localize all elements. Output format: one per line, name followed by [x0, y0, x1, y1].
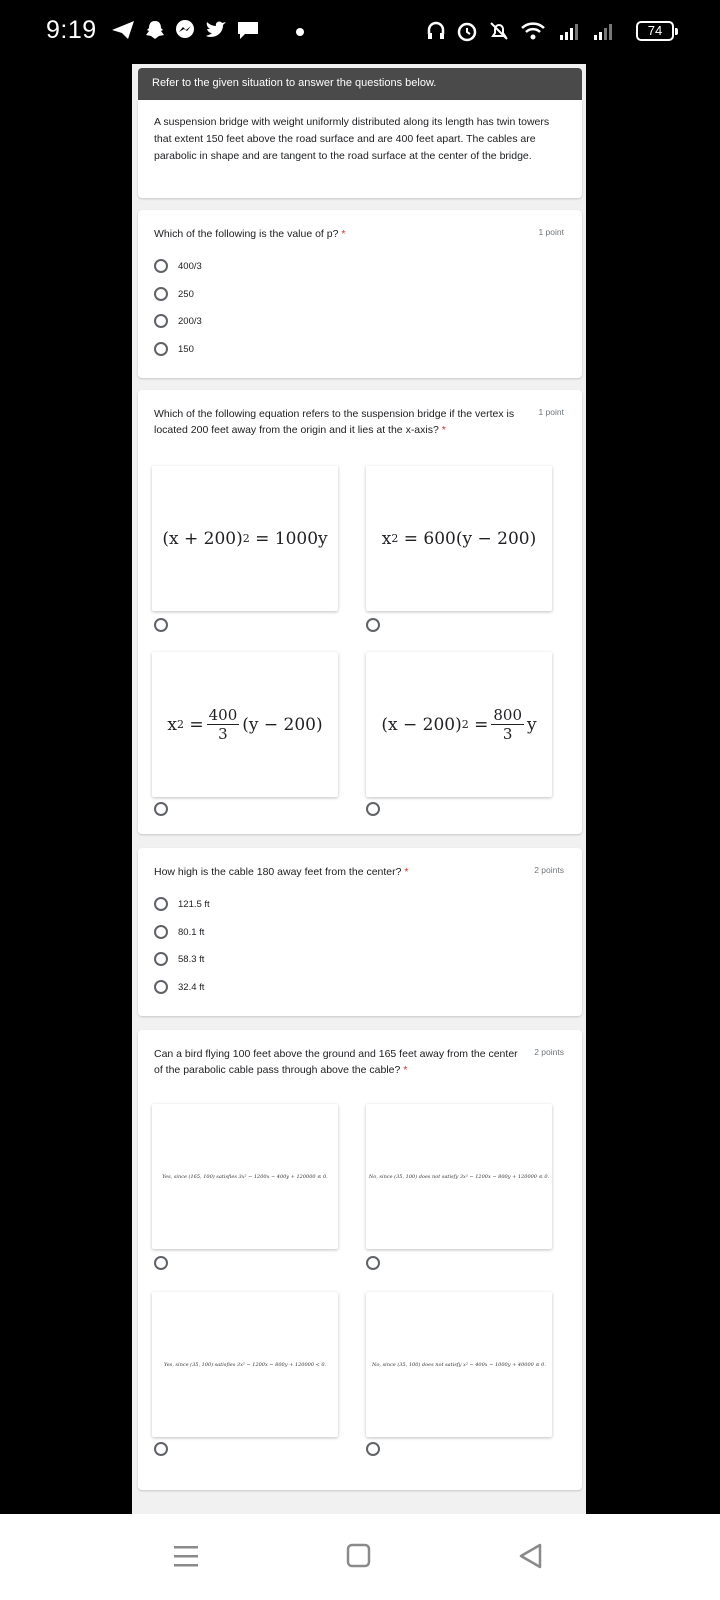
radio-button[interactable]	[154, 1442, 168, 1456]
points-label: 1 point	[538, 407, 564, 417]
navigation-bar	[0, 1514, 720, 1600]
clock: 9:19	[46, 16, 97, 44]
radio-button[interactable]	[154, 925, 168, 939]
radio-button[interactable]	[154, 618, 168, 632]
option-400-3[interactable]: 400/3	[154, 259, 202, 273]
option-a[interactable]	[154, 1256, 168, 1270]
battery-indicator: 74	[636, 21, 674, 41]
question-card-equation	[138, 390, 582, 834]
radio-button[interactable]	[366, 1442, 380, 1456]
option-c[interactable]	[154, 802, 168, 816]
more-notifications-dot	[296, 28, 304, 36]
alarm-icon	[456, 20, 478, 42]
option-58-3-ft[interactable]: 58.3 ft	[154, 952, 204, 966]
bell-mute-icon	[488, 20, 510, 42]
question-card-p-value	[138, 210, 582, 378]
option-image-d[interactable]: (x − 200) 2 = $\frac{800}{3}$ y	[366, 652, 552, 797]
question-card-cable-height	[138, 848, 582, 1016]
back-icon[interactable]	[518, 1542, 544, 1570]
option-image-c[interactable]: x 2 = $\frac{400}{3}$ (y − 200)	[152, 652, 338, 797]
question-card-bird	[138, 1030, 582, 1490]
message-icon	[236, 19, 260, 41]
form-content[interactable]	[132, 64, 586, 1514]
question-title: How high is the cable 180 away feet from the center? *	[154, 866, 409, 878]
signal-1-icon	[558, 20, 582, 42]
section-header: Refer to the given situation to answer the questions below.	[138, 68, 582, 100]
headset-icon	[426, 20, 446, 42]
points-label: 2 points	[534, 865, 564, 875]
question-title: Can a bird flying 100 feet above the ground and 165 feet away from the center of the parabolic cable pass through above the cable? *	[154, 1048, 518, 1076]
recent-apps-icon[interactable]	[174, 1544, 200, 1570]
option-c[interactable]	[154, 1442, 168, 1456]
option-b[interactable]	[366, 618, 380, 632]
radio-button[interactable]	[366, 1256, 380, 1270]
option-image-b[interactable]: No, since (35, 100) does not satisfy 3x² − 1200x − 800y + 120000 ≤ 0.	[366, 1104, 552, 1249]
option-image-d[interactable]: No, since (35, 100) does not satisfy x² − 400x − 1000y + 40000 ≤ 0.	[366, 1292, 552, 1437]
option-a[interactable]	[154, 618, 168, 632]
twitter-icon	[204, 19, 228, 41]
radio-button[interactable]	[154, 342, 168, 356]
wifi-icon	[520, 20, 548, 42]
signal-2-icon	[592, 20, 616, 42]
points-label: 2 points	[534, 1047, 564, 1057]
option-32-4-ft[interactable]: 32.4 ft	[154, 980, 204, 994]
radio-button[interactable]	[154, 259, 168, 273]
option-image-b[interactable]: x 2 = 600(y − 200)	[366, 466, 552, 611]
question-title: Which of the following is the value of p? *	[154, 228, 346, 240]
option-image-a[interactable]: (x + 200) 2 = 1000y	[152, 466, 338, 611]
radio-button[interactable]	[154, 802, 168, 816]
telegram-icon	[110, 19, 136, 41]
radio-button[interactable]	[154, 952, 168, 966]
radio-button[interactable]	[154, 1256, 168, 1270]
radio-button[interactable]	[154, 287, 168, 301]
intro-text: A suspension bridge with weight uniformly distributed along its length has twin towers that extent 150 feet above the road surface and are 400 feet apart. The cables are parabolic in shape and are tangent to the road surface at the center of the bridge.	[138, 100, 582, 198]
option-121-5-ft[interactable]: 121.5 ft	[154, 897, 210, 911]
option-b[interactable]	[366, 1256, 380, 1270]
radio-button[interactable]	[154, 897, 168, 911]
system-icons	[426, 20, 616, 42]
snapchat-icon	[144, 19, 166, 41]
radio-button[interactable]	[366, 618, 380, 632]
option-250[interactable]: 250	[154, 287, 194, 301]
option-image-a[interactable]: Yes, since (165, 100) satisfies 3x² − 1200x − 400y + 120000 ≤ 0.	[152, 1104, 338, 1249]
points-label: 1 point	[538, 227, 564, 237]
option-d[interactable]	[366, 1442, 380, 1456]
messenger-icon	[174, 19, 196, 41]
radio-button[interactable]	[154, 980, 168, 994]
status-bar	[0, 0, 720, 64]
option-200-3[interactable]: 200/3	[154, 314, 202, 328]
option-d[interactable]	[366, 802, 380, 816]
radio-button[interactable]	[366, 802, 380, 816]
option-80-1-ft[interactable]: 80.1 ft	[154, 925, 204, 939]
radio-button[interactable]	[154, 314, 168, 328]
home-icon[interactable]	[346, 1543, 372, 1569]
notification-icons	[110, 19, 260, 41]
option-150[interactable]: 150	[154, 342, 194, 356]
option-image-c[interactable]: Yes, since (35, 100) satisfies 3x² − 1200x − 800y + 120000 < 0.	[152, 1292, 338, 1437]
question-title: Which of the following equation refers to the suspension bridge if the vertex is located 200 feet away from the origin and it lies at the x-axis? *	[154, 408, 515, 436]
